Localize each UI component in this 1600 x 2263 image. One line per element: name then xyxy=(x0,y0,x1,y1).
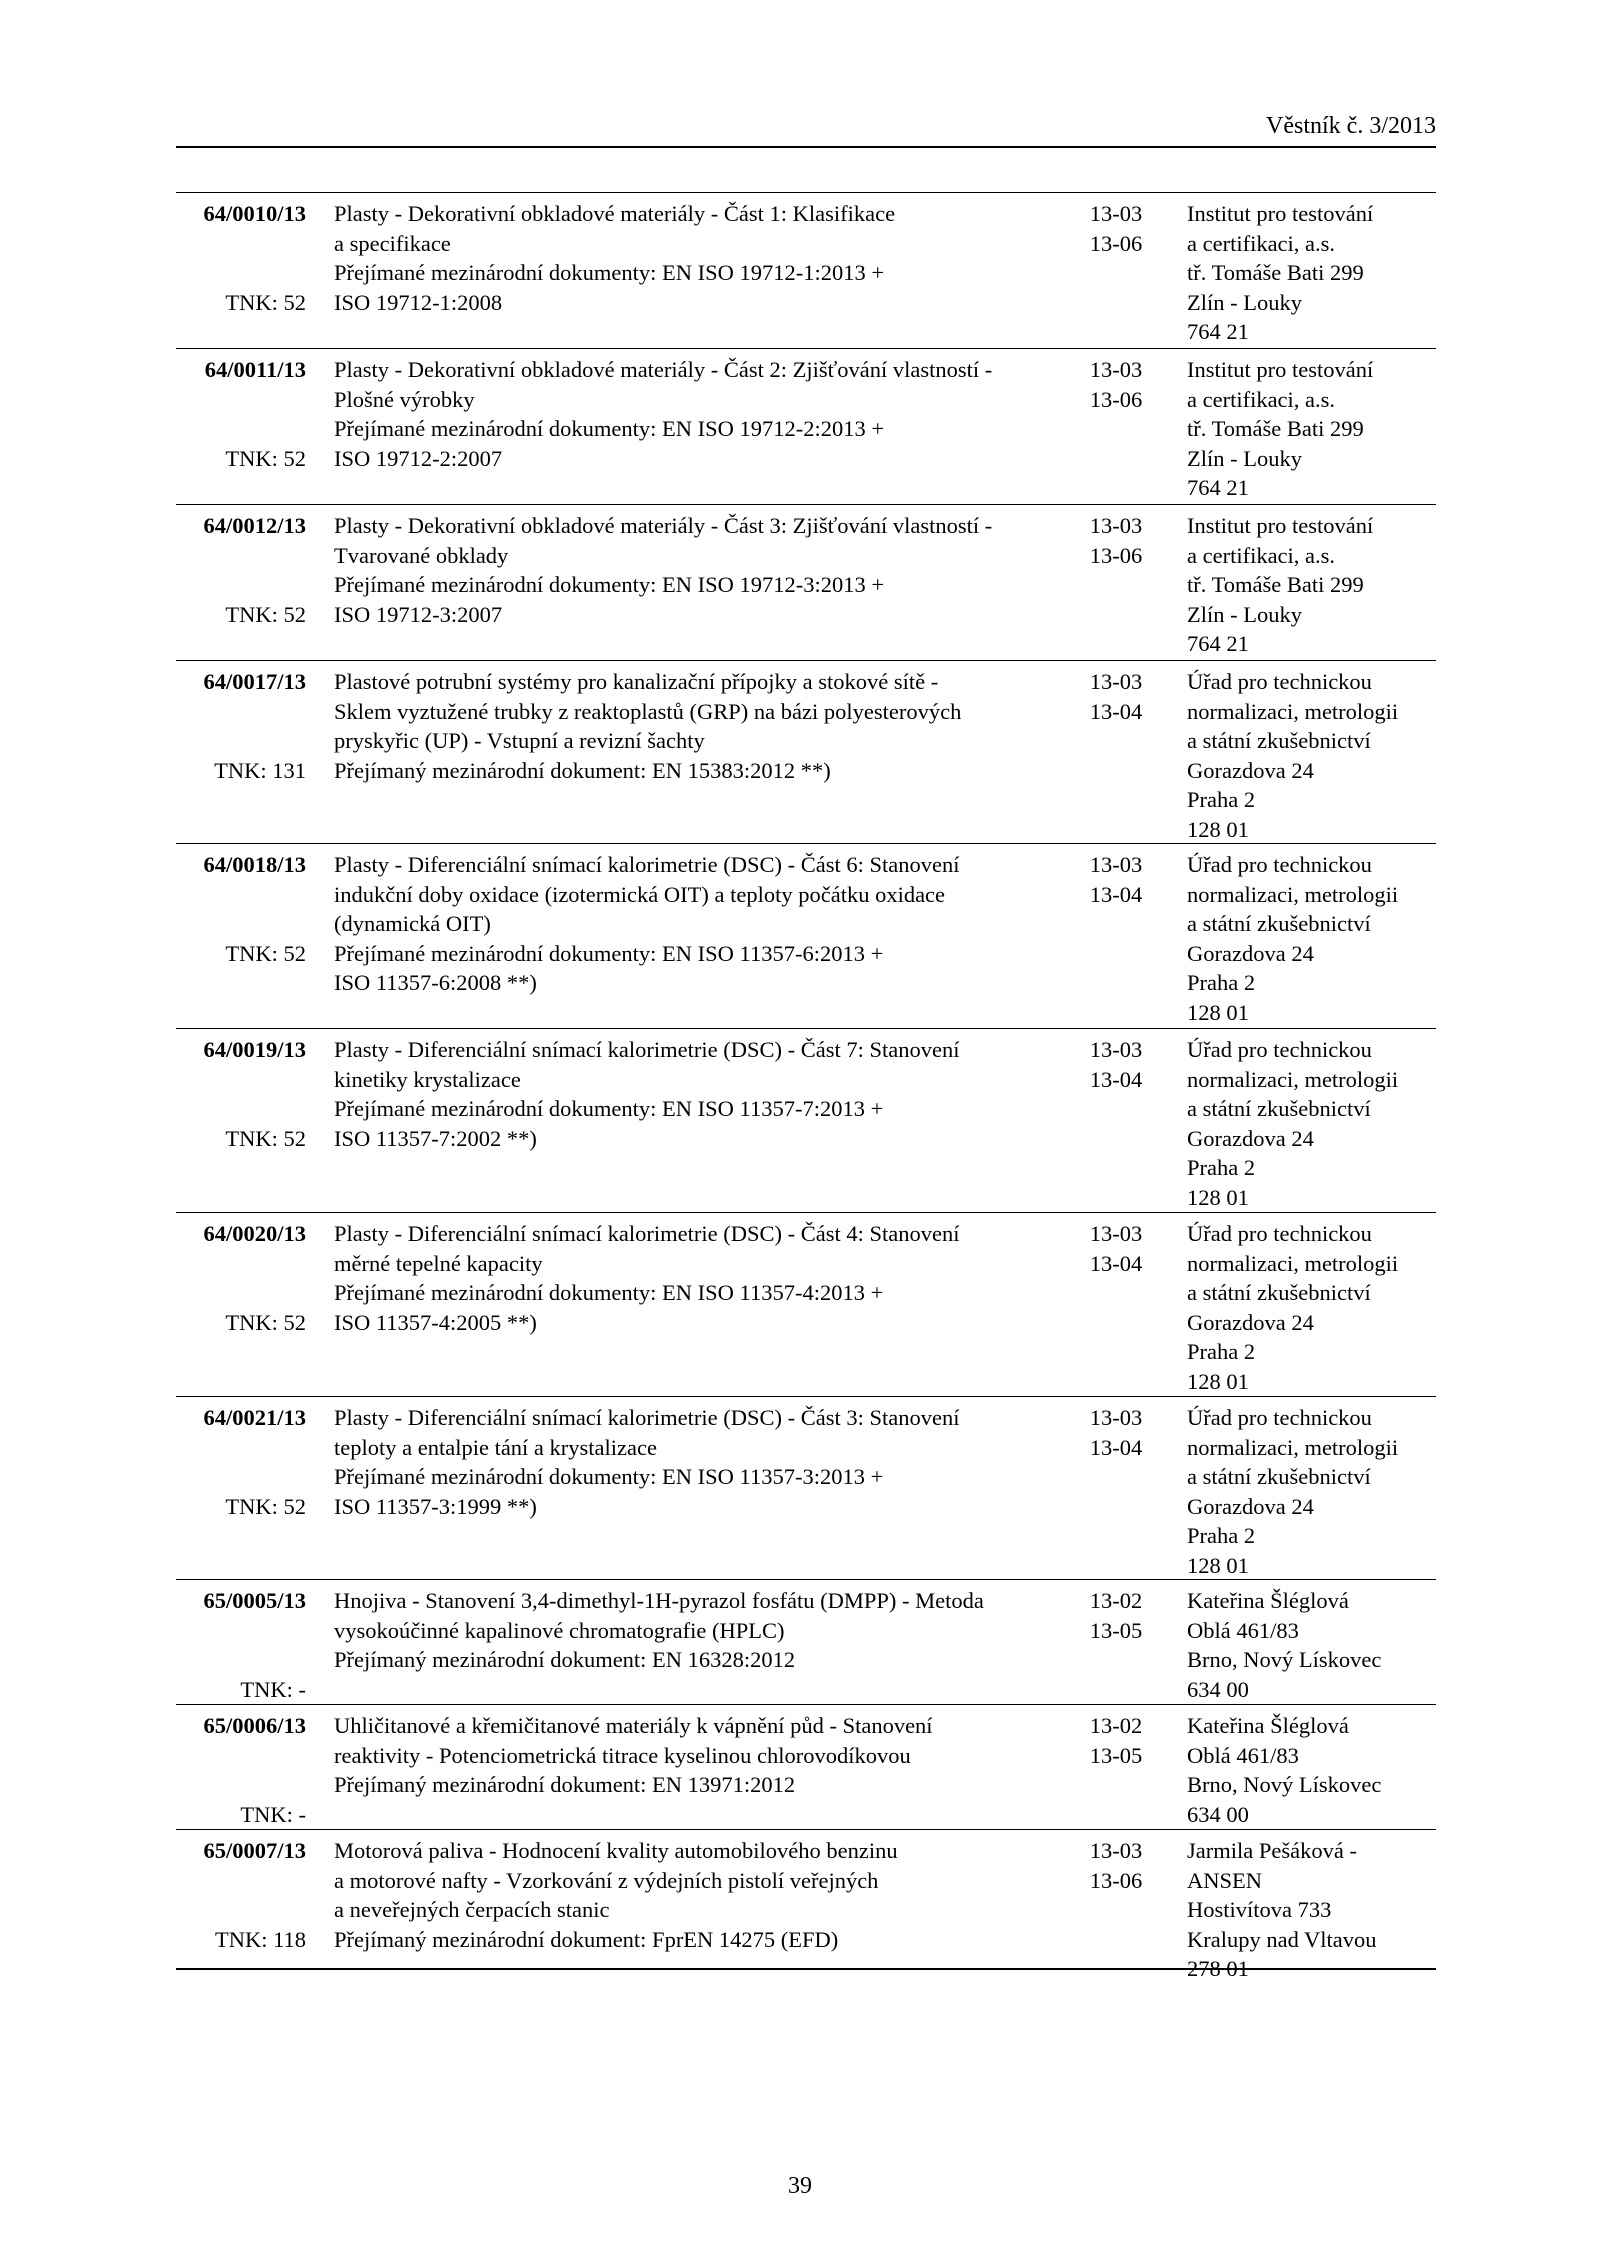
entry-code: 13-02 xyxy=(1089,1588,1143,1613)
table-row xyxy=(176,193,1436,349)
entry-code: 13-04 xyxy=(1089,698,1143,724)
entry-organization-line: a státní zkušebnictví xyxy=(1187,1464,1371,1489)
entry-title-cell xyxy=(334,355,1054,473)
entry-organization-line: Brno, Nový Lískovec xyxy=(1187,1772,1382,1797)
entry-organization-cell xyxy=(1187,1836,1437,1984)
entry-number: 65/0007/13 xyxy=(203,1838,306,1863)
entry-tnk: TNK: - xyxy=(240,1676,306,1702)
entry-title-cell xyxy=(334,511,1054,629)
entry-title-line: ISO 19712-3:2007 xyxy=(334,601,503,627)
entry-title-line: Uhličitanové a křemičitanové materiály k vápnění půd - Stanovení xyxy=(334,1713,933,1738)
entry-organization-line: a státní zkušebnictví xyxy=(1187,1280,1371,1305)
entry-organization-line: Kateřina Šléglová xyxy=(1187,1588,1349,1613)
entry-code: 13-05 xyxy=(1089,1617,1143,1643)
entry-code: 13-03 xyxy=(1089,1838,1143,1863)
entry-number: 64/0010/13 xyxy=(203,201,306,226)
entry-id-cell xyxy=(176,199,306,315)
entry-organization-line: 278 01 xyxy=(1187,1956,1249,1981)
standards-table xyxy=(176,192,1436,1981)
entry-tnk: TNK: 118 xyxy=(214,1926,306,1952)
entry-title-line: měrné tepelné kapacity xyxy=(334,1250,543,1276)
entry-number: 64/0012/13 xyxy=(203,513,306,538)
entry-title-line: Přejímané mezinárodní dokumenty: EN ISO 19712-1:2013 + xyxy=(334,260,885,285)
table-row xyxy=(176,1397,1436,1580)
entry-title-line: a motorové nafty - Vzorkování z výdejních pistolí veřejných xyxy=(334,1867,879,1893)
entry-code: 13-03 xyxy=(1089,201,1143,226)
entry-organization-line: tř. Tomáše Bati 299 xyxy=(1187,260,1364,285)
entry-organization-line: Institut pro testování xyxy=(1187,201,1374,226)
entry-organization-line: 128 01 xyxy=(1187,999,1249,1025)
entry-code: 13-03 xyxy=(1089,1405,1143,1430)
entry-organization-line: a certifikaci, a.s. xyxy=(1187,230,1336,256)
entry-organization-line: Praha 2 xyxy=(1187,1339,1256,1364)
table-row xyxy=(176,349,1436,505)
entry-organization-cell xyxy=(1187,667,1437,844)
entry-organization-line: Oblá 461/83 xyxy=(1187,1617,1299,1643)
entry-number: 64/0018/13 xyxy=(203,852,306,877)
entry-number: 64/0021/13 xyxy=(203,1405,306,1430)
entry-organization-cell xyxy=(1187,199,1437,347)
entry-codes-cell xyxy=(1066,1836,1166,1895)
entry-organization-line: Hostivítova 733 xyxy=(1187,1897,1332,1922)
entry-title-line: Přejímané mezinárodní dokumenty: EN ISO 19712-2:2013 + xyxy=(334,416,885,441)
entry-title-line: Hnojiva - Stanovení 3,4-dimethyl-1H-pyrazol fosfátu (DMPP) - Metoda xyxy=(334,1588,984,1613)
table-row xyxy=(176,1213,1436,1397)
entry-number: 64/0019/13 xyxy=(203,1037,306,1062)
entry-tnk: TNK: 52 xyxy=(225,940,306,966)
entry-id-cell xyxy=(176,511,306,627)
entry-title-line: vysokoúčinné kapalinové chromatografie (HPLC) xyxy=(334,1617,785,1643)
entry-title-line: reaktivity - Potenciometrická titrace kyselinou chlorovodíkovou xyxy=(334,1742,911,1768)
entry-title-line: ISO 11357-3:1999 **) xyxy=(334,1493,537,1519)
entry-organization-line: Jarmila Pešáková - xyxy=(1187,1838,1357,1863)
entry-code: 13-04 xyxy=(1089,1434,1143,1460)
entry-title-cell xyxy=(334,1711,1054,1800)
entry-title-line: Přejímaný mezinárodní dokument: EN 13971:2012 xyxy=(334,1772,796,1797)
entry-title-line: Plasty - Dekorativní obkladové materiály - Část 1: Klasifikace xyxy=(334,201,896,226)
entry-code: 13-03 xyxy=(1089,513,1143,538)
entry-organization-line: tř. Tomáše Bati 299 xyxy=(1187,416,1364,441)
entry-title-cell xyxy=(334,667,1054,785)
entry-tnk: TNK: 52 xyxy=(225,1309,306,1335)
entry-title-line: indukční doby oxidace (izotermická OIT) a teploty počátku oxidace xyxy=(334,881,946,907)
entry-title-line: Plasty - Dekorativní obkladové materiály - Část 2: Zjišťování vlastností - xyxy=(334,357,993,382)
entry-title-line: Plasty - Diferenciální snímací kalorimetrie (DSC) - Část 4: Stanovení xyxy=(334,1221,960,1246)
entry-code: 13-03 xyxy=(1089,1221,1143,1246)
entry-codes-cell xyxy=(1066,199,1166,258)
entry-title-line: Plasty - Diferenciální snímací kalorimetrie (DSC) - Část 7: Stanovení xyxy=(334,1037,960,1062)
entry-code: 13-06 xyxy=(1089,542,1143,568)
entry-title-line: Plastové potrubní systémy pro kanalizační přípojky a stokové sítě - xyxy=(334,669,939,694)
entry-id-cell xyxy=(176,355,306,471)
entry-title-line: kinetiky krystalizace xyxy=(334,1066,521,1092)
entry-organization-line: Brno, Nový Lískovec xyxy=(1187,1647,1382,1672)
entry-tnk: TNK: 52 xyxy=(225,1493,306,1519)
entry-codes-cell xyxy=(1066,1035,1166,1094)
entry-organization-line: normalizaci, metrologii xyxy=(1187,698,1399,724)
entry-title-line: Přejímané mezinárodní dokumenty: EN ISO 11357-3:2013 + xyxy=(334,1464,884,1489)
entry-codes-cell xyxy=(1066,1711,1166,1770)
journal-title: Věstník č. 3/2013 xyxy=(1266,113,1436,139)
entry-title-line: Přejímaný mezinárodní dokument: EN 15383:2012 **) xyxy=(334,757,831,783)
entry-organization-line: ANSEN xyxy=(1187,1867,1263,1893)
page-header xyxy=(176,112,1436,148)
entry-organization-line: Oblá 461/83 xyxy=(1187,1742,1299,1768)
entry-organization-line: normalizaci, metrologii xyxy=(1187,1250,1399,1276)
entry-organization-line: Zlín - Louky xyxy=(1187,601,1302,627)
entry-title-line: Tvarované obklady xyxy=(334,542,509,568)
entry-organization-line: 128 01 xyxy=(1187,816,1249,842)
entry-organization-line: a státní zkušebnictví xyxy=(1187,911,1371,936)
entry-title-line: ISO 11357-4:2005 **) xyxy=(334,1309,537,1335)
entry-title-cell xyxy=(334,1219,1054,1337)
entry-title-line: Přejímaný mezinárodní dokument: EN 16328:2012 xyxy=(334,1647,796,1672)
entry-id-cell xyxy=(176,1836,306,1952)
entry-organization-line: Úřad pro technickou xyxy=(1187,852,1372,877)
entry-title-cell xyxy=(334,1836,1054,1954)
entry-organization-line: 764 21 xyxy=(1187,475,1249,500)
table-row xyxy=(176,844,1436,1029)
entry-title-line: ISO 19712-1:2008 xyxy=(334,289,503,315)
entry-code: 13-06 xyxy=(1089,230,1143,256)
entry-organization-line: Praha 2 xyxy=(1187,970,1256,995)
entry-organization-line: Praha 2 xyxy=(1187,787,1256,812)
entry-codes-cell xyxy=(1066,1586,1166,1645)
entry-organization-cell xyxy=(1187,1586,1437,1704)
entry-organization-line: Gorazdova 24 xyxy=(1187,1493,1314,1519)
entry-organization-cell xyxy=(1187,1403,1437,1580)
entry-codes-cell xyxy=(1066,667,1166,726)
entry-title-line: ISO 19712-2:2007 xyxy=(334,445,503,471)
entry-organization-line: tř. Tomáše Bati 299 xyxy=(1187,572,1364,597)
entry-organization-line: 764 21 xyxy=(1187,631,1249,656)
table-row xyxy=(176,505,1436,661)
entry-number: 65/0006/13 xyxy=(203,1713,306,1738)
entry-organization-line: Praha 2 xyxy=(1187,1523,1256,1548)
entry-code: 13-03 xyxy=(1089,852,1143,877)
entry-codes-cell xyxy=(1066,850,1166,909)
entry-organization-line: 128 01 xyxy=(1187,1184,1249,1210)
entry-organization-line: a certifikaci, a.s. xyxy=(1187,386,1336,412)
entry-code: 13-06 xyxy=(1089,1867,1143,1893)
entry-organization-line: Kralupy nad Vltavou xyxy=(1187,1926,1377,1952)
entry-title-line: teploty a entalpie tání a krystalizace xyxy=(334,1434,657,1460)
entry-code: 13-02 xyxy=(1089,1713,1143,1738)
entry-organization-line: Praha 2 xyxy=(1187,1155,1256,1180)
page-number: 39 xyxy=(788,2173,812,2199)
entry-organization-line: 634 00 xyxy=(1187,1676,1249,1702)
entry-number: 64/0011/13 xyxy=(204,357,306,382)
entry-tnk: TNK: 52 xyxy=(225,289,306,315)
entry-title-cell xyxy=(334,1403,1054,1521)
entry-organization-cell xyxy=(1187,850,1437,1027)
entry-organization-line: normalizaci, metrologii xyxy=(1187,881,1399,907)
entry-organization-cell xyxy=(1187,355,1437,503)
entry-organization-line: Kateřina Šléglová xyxy=(1187,1713,1349,1738)
entry-title-line: Sklem vyztužené trubky z reaktoplastů (GRP) na bázi polyesterových xyxy=(334,698,962,724)
table-row xyxy=(176,1830,1436,1981)
entry-tnk: TNK: 52 xyxy=(225,1125,306,1151)
entry-organization-line: normalizaci, metrologii xyxy=(1187,1434,1399,1460)
entry-title-line: Motorová paliva - Hodnocení kvality automobilového benzinu xyxy=(334,1838,898,1863)
entry-organization-line: Úřad pro technickou xyxy=(1187,1037,1372,1062)
entry-code: 13-03 xyxy=(1089,669,1143,694)
entry-title-line: Plošné výrobky xyxy=(334,386,475,412)
entry-code: 13-05 xyxy=(1089,1742,1143,1768)
entry-title-cell xyxy=(334,1035,1054,1153)
table-row xyxy=(176,1580,1436,1705)
entry-code: 13-04 xyxy=(1089,1250,1143,1276)
entry-organization-line: Institut pro testování xyxy=(1187,357,1374,382)
entry-organization-cell xyxy=(1187,1219,1437,1396)
entry-organization-line: Institut pro testování xyxy=(1187,513,1374,538)
entry-tnk: TNK: 131 xyxy=(214,757,306,783)
entry-organization-line: normalizaci, metrologii xyxy=(1187,1066,1399,1092)
entry-title-line: (dynamická OIT) xyxy=(334,911,491,936)
entry-organization-line: Úřad pro technickou xyxy=(1187,1405,1372,1430)
entry-title-cell xyxy=(334,1586,1054,1675)
table-row xyxy=(176,661,1436,844)
entry-organization-line: 128 01 xyxy=(1187,1552,1249,1578)
entry-organization-line: Zlín - Louky xyxy=(1187,445,1302,471)
entry-title-line: a specifikace xyxy=(334,230,451,256)
entry-organization-line: Gorazdova 24 xyxy=(1187,940,1314,966)
entry-title-cell xyxy=(334,850,1054,998)
entry-title-line: Přejímané mezinárodní dokumenty: EN ISO 19712-3:2013 + xyxy=(334,572,885,597)
entry-organization-line: Úřad pro technickou xyxy=(1187,669,1372,694)
entry-code: 13-03 xyxy=(1089,357,1143,382)
entry-organization-cell xyxy=(1187,1711,1437,1829)
entry-code: 13-04 xyxy=(1089,881,1143,907)
entry-tnk: TNK: 52 xyxy=(225,445,306,471)
entry-organization-line: 634 00 xyxy=(1187,1801,1249,1827)
entry-codes-cell xyxy=(1066,355,1166,414)
entry-organization-line: Gorazdova 24 xyxy=(1187,1125,1314,1151)
table-row xyxy=(176,1029,1436,1213)
entry-organization-line: Gorazdova 24 xyxy=(1187,757,1314,783)
entry-title-cell xyxy=(334,199,1054,317)
entry-organization-line: a státní zkušebnictví xyxy=(1187,1096,1371,1121)
entry-code: 13-03 xyxy=(1089,1037,1143,1062)
entry-id-cell xyxy=(176,1403,306,1519)
entry-number: 64/0017/13 xyxy=(203,669,306,694)
entry-codes-cell xyxy=(1066,1219,1166,1278)
entry-codes-cell xyxy=(1066,1403,1166,1462)
entry-id-cell xyxy=(176,850,306,966)
entry-organization-cell xyxy=(1187,1035,1437,1212)
entry-code: 13-04 xyxy=(1089,1066,1143,1092)
entry-title-line: Přejímané mezinárodní dokumenty: EN ISO 11357-4:2013 + xyxy=(334,1280,884,1305)
entry-title-line: ISO 11357-7:2002 **) xyxy=(334,1125,537,1151)
entry-title-line: ISO 11357-6:2008 **) xyxy=(334,970,537,995)
entry-organization-line: 128 01 xyxy=(1187,1368,1249,1394)
entry-id-cell xyxy=(176,667,306,783)
entry-title-line: Plasty - Diferenciální snímací kalorimetrie (DSC) - Část 3: Stanovení xyxy=(334,1405,960,1430)
entry-title-line: Přejímané mezinárodní dokumenty: EN ISO 11357-7:2013 + xyxy=(334,1096,884,1121)
table-row xyxy=(176,1705,1436,1830)
entry-tnk: TNK: - xyxy=(240,1801,306,1827)
entry-code: 13-06 xyxy=(1089,386,1143,412)
entry-title-line: Přejímaný mezinárodní dokument: FprEN 14275 (EFD) xyxy=(334,1926,839,1952)
entry-organization-line: Úřad pro technickou xyxy=(1187,1221,1372,1246)
entry-title-line: pryskyřic (UP) - Vstupní a revizní šachty xyxy=(334,728,705,753)
entry-organization-line: a státní zkušebnictví xyxy=(1187,728,1371,753)
entry-id-cell xyxy=(176,1219,306,1335)
entry-organization-cell xyxy=(1187,511,1437,659)
entry-id-cell xyxy=(176,1711,306,1827)
entry-organization-line: 764 21 xyxy=(1187,319,1249,344)
entry-number: 64/0020/13 xyxy=(203,1221,306,1246)
entry-title-line: Přejímané mezinárodní dokumenty: EN ISO 11357-6:2013 + xyxy=(334,940,884,966)
entry-codes-cell xyxy=(1066,511,1166,570)
entry-number: 65/0005/13 xyxy=(203,1588,306,1613)
entry-id-cell xyxy=(176,1586,306,1702)
entry-organization-line: Gorazdova 24 xyxy=(1187,1309,1314,1335)
entry-title-line: Plasty - Diferenciální snímací kalorimetrie (DSC) - Část 6: Stanovení xyxy=(334,852,960,877)
entry-title-line: a neveřejných čerpacích stanic xyxy=(334,1897,610,1922)
entry-id-cell xyxy=(176,1035,306,1151)
entry-tnk: TNK: 52 xyxy=(225,601,306,627)
entry-organization-line: a certifikaci, a.s. xyxy=(1187,542,1336,568)
entry-title-line: Plasty - Dekorativní obkladové materiály - Část 3: Zjišťování vlastností - xyxy=(334,513,993,538)
entry-organization-line: Zlín - Louky xyxy=(1187,289,1302,315)
